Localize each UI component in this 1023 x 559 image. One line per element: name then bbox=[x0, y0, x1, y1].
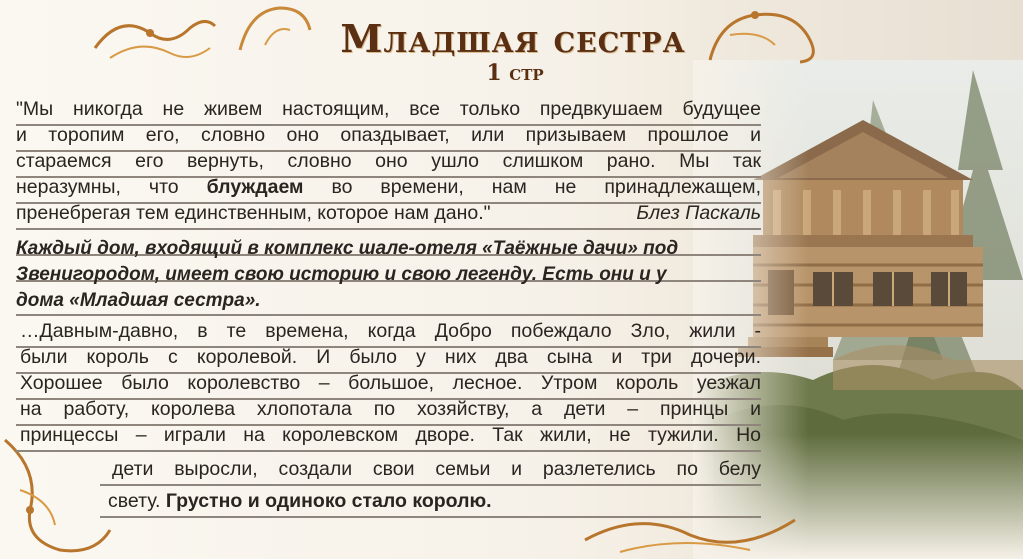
intro-line: Звенигородом, имеет свою историю и свою легенду. Есть они и у bbox=[16, 264, 667, 285]
rule-line bbox=[100, 516, 761, 518]
story-line: принцессы – играли на королевском дворе. Так жили, не тужили. Но bbox=[20, 424, 761, 446]
story-line bbox=[108, 488, 761, 514]
rule-line bbox=[16, 228, 761, 230]
ornament-top-right bbox=[700, 0, 830, 70]
story-text: свету. bbox=[108, 490, 166, 512]
rule-line bbox=[16, 314, 761, 316]
ornament-top-left bbox=[90, 8, 220, 68]
rule-line bbox=[16, 450, 761, 452]
story-line: были король с королевой. И было у них два сына и три дочери. bbox=[20, 346, 761, 368]
ornament-top-center bbox=[230, 0, 320, 55]
rule-line bbox=[100, 484, 761, 486]
quote-line bbox=[16, 174, 761, 200]
page-number: 1 стр bbox=[486, 60, 544, 86]
story-line: дети выросли, создали свои семьи и разлетелись по белу bbox=[112, 458, 761, 480]
quote-emphasis: блуждаем bbox=[206, 176, 304, 198]
quote-line: "Мы никогда не живем настоящим, все только предвкушаем будущее bbox=[16, 98, 761, 120]
story-line: на работу, королева хлопотала по хозяйству, а дети – принцы и bbox=[20, 398, 761, 420]
quote-text: пренебрегая тем единственным, которое нам дано." bbox=[16, 202, 491, 224]
intro-line: Каждый дом, входящий в комплекс шале-отеля «Таёжные дачи» под bbox=[16, 238, 679, 259]
story-emphasis: Грустно и одиноко стало королю. bbox=[165, 490, 492, 512]
quote-author: Блез Паскаль bbox=[636, 202, 761, 224]
intro-line: дома «Младшая сестра». bbox=[16, 290, 261, 311]
page-title: Младшая сестра bbox=[340, 16, 686, 61]
quote-text: во времени, нам не принадлежащем, bbox=[303, 176, 762, 198]
quote-line bbox=[16, 200, 761, 226]
quote-line: и торопим его, словно оно опаздывает, или призываем прошлое и bbox=[16, 124, 761, 146]
story-line: Хорошее было королевство – большое, лесное. Утром король уезжал bbox=[20, 372, 761, 394]
quote-text: неразумны, что bbox=[16, 176, 207, 198]
story-line: …Давным-давно, в те времена, когда Добро побеждало Зло, жили - bbox=[20, 320, 761, 342]
quote-line: стараемся его вернуть, словно оно ушло слишком рано. Мы так bbox=[16, 150, 761, 172]
